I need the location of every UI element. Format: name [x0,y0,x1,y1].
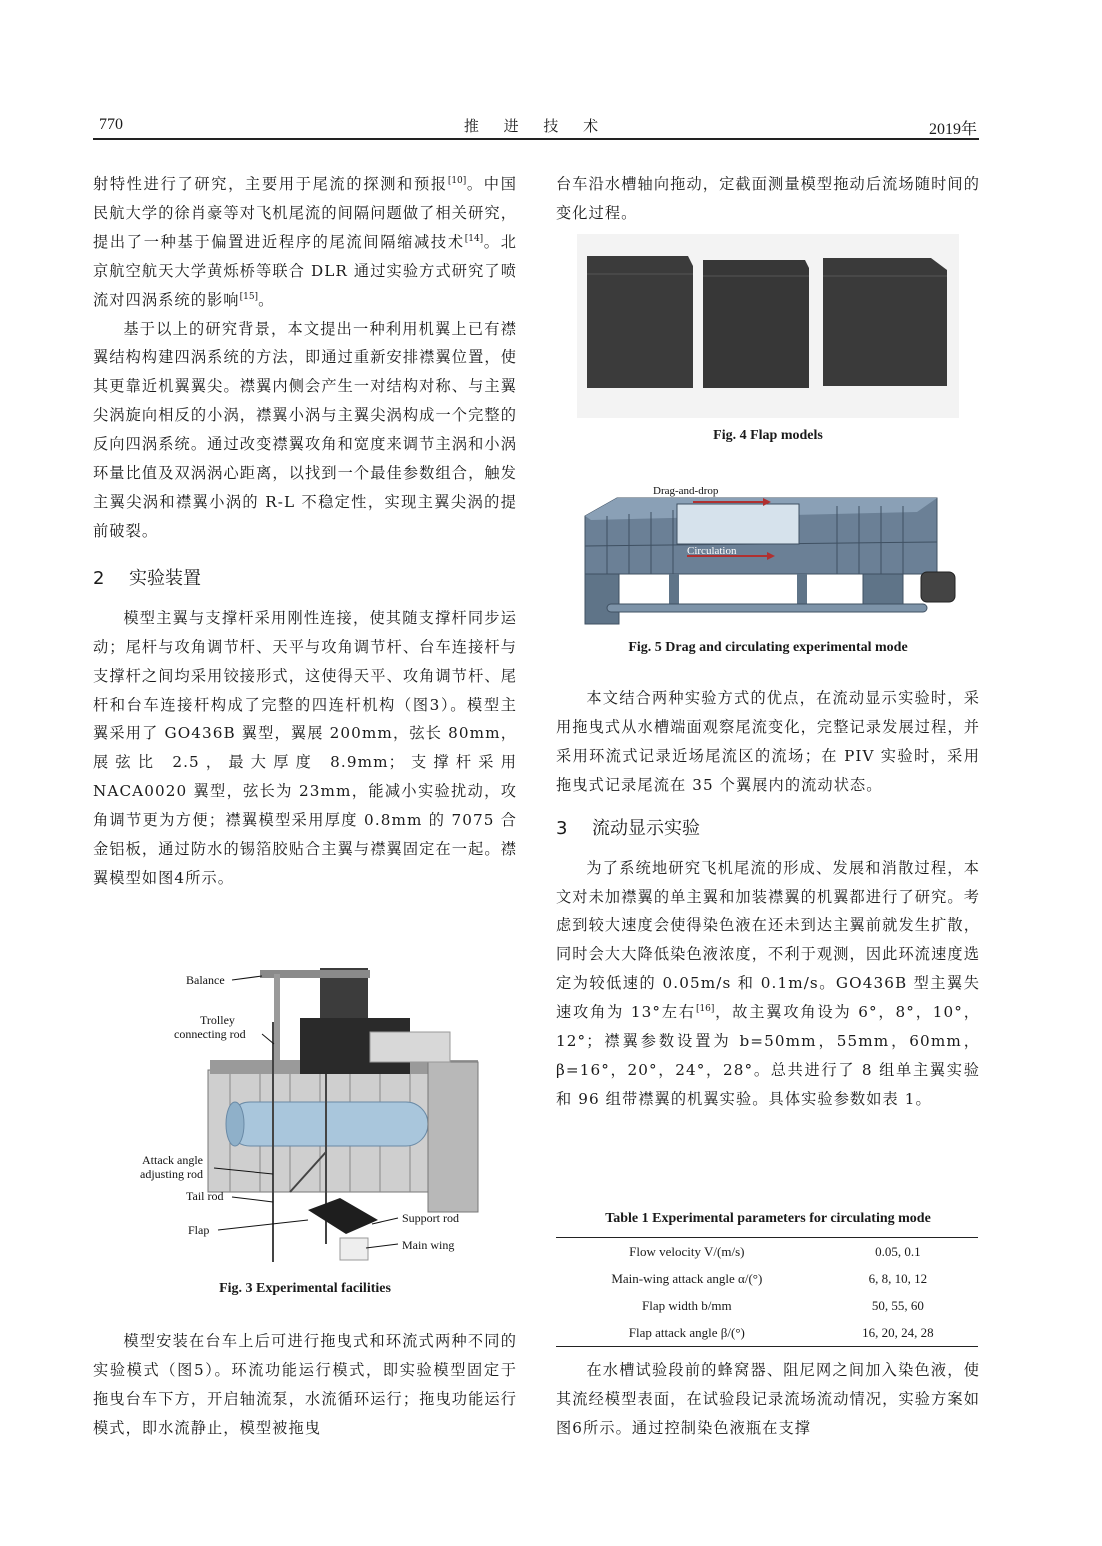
label-tail-rod: Tail rod [186,1189,224,1203]
table-1-title: Table 1 Experimental parameters for circulating mode [605,1211,931,1226]
table-row [556,1292,978,1319]
label-drag-and-drop: Drag-and-drop [653,485,719,497]
table-cell: Flow velocity V/(m/s) [556,1238,818,1266]
label-adjusting-rod: adjusting rod [140,1167,203,1181]
citation-ref: [15] [239,291,259,302]
citation-ref: [16] [695,1004,715,1015]
figure-4-caption: Fig. 4 Flap models [713,428,823,443]
paragraph-left-2: 基于以上的研究背景，本文提出一种利用机翼上已有襟翼结构构建四涡系统的方法，即通过重新安排襟翼位置，使其更靠近机翼翼尖。襟翼内侧会产生一对结构对称、与主翼尖涡旋向相反的小涡，襟翼小涡与主翼尖涡构成一个完整的反向四涡系统。通过改变襟翼攻角和宽度来调节主涡和小涡环量比值及双涡涡心距离，以找到一个最佳参数组合，触发主翼尖涡和襟翼小涡的 R-L 不稳定性，实现主翼尖涡的提前破裂。 [93,319,517,540]
label-main-wing: Main wing [402,1238,455,1252]
figure-4-flap-models [577,234,959,418]
paragraph-right-3: 为了系统地研究飞机尾流的形成、发展和消散过程，本文对未加襟翼的单主翼和加装襟翼的机翼都进行了研究。考虑到较大速度会使得染色液在还未到达主翼前就发生扩散，同时会大大降低染色液浓度，不利于观测，因此环流速度选定为较低速的 0.05m/s 和 0.1m/s。GO436B 型主翼失速攻角为 13°左右[16]，故主翼攻角设为 6°，8°，10°，12°；襟翼参数设置为 b=50mm，55mm，60mm，β=16°，20°，24°，28°。总共进行了 8 组单主翼实验和 96 组带襟翼的机翼实验。具体实验参数如表 1。 [556,858,980,1108]
paragraph-left-1: 射特性进行了研究，主要用于尾流的探测和预报[10]。中国民航大学的徐肖豪等对飞机尾流的间隔问题做了相关研究，提出了一种基于偏置进近程序的尾流间隔缩减技术[14]。北京航空航天大学黄烁桥等联合 DLR 通过实验方式研究了喷流对四涡系统的影响[15]。 [93,175,517,309]
table-cell: 50, 55, 60 [871,1297,924,1313]
table-row [556,1319,978,1347]
label-balance: Balance [186,973,225,987]
table-row [556,1238,978,1266]
table-cell: 6, 8, 10, 12 [868,1270,928,1286]
table-cell: Flap width b/mm [642,1297,732,1313]
paragraph-right-2: 本文结合两种实验方式的优点，在流动显示实验时，采用拖曳式从水槽端面观察尾流变化，完整记录发展过程，并采用环流式记录近场尾流区的流场；在 PIV 实验时，采用拖曳式记录尾流在 35 个翼展内的流动状态。 [556,689,980,794]
table-1-parameters [556,1237,978,1347]
label-connecting-rod: connecting rod [174,1027,246,1041]
table-cell: 0.05, 0.1 [818,1238,978,1266]
section-heading-3: 3 流动显示实验 [556,817,700,839]
figure-5-caption: Fig. 5 Drag and circulating experimental mode [628,640,908,655]
table-cell: Main-wing attack angle α/(°) [611,1270,763,1286]
page-header [93,112,979,140]
paragraph-left-3: 模型主翼与支撑杆采用刚性连接，使其随支撑杆同步运动；尾杆与攻角调节杆、天平与攻角调节杆、台车连接杆与支撑杆之间均采用铰接形式，这使得天平、攻角调节杆、尾杆和台车连接杆构成了完整的四连杆机构（图3）。模型主翼采用了 GO436B 翼型，翼展 200mm，弦长 80mm，展弦比 2.5，最大厚度 8.9mm；支撑杆采用 NACA0020 翼型，弦长为 23mm，能减小实验扰动，攻角调节更为方便；襟翼模型采用厚度 0.8mm 的 7075 合金铝板，通过防水的锡箔胶贴合主翼与襟翼固定在一起。襟翼模型如图4所示。 [93,608,517,887]
right-column-middle [556,684,980,1114]
label-attack-angle: Attack angle [142,1153,203,1167]
right-column-bottom [556,1356,980,1443]
label-circulation: Circulation [687,545,737,557]
publication-year: 2019年 [928,121,977,138]
figure-5-drag-circulating-mode [577,476,961,632]
paragraph-right-4: 在水槽试验段前的蜂窝器、阻尼网之间加入染色液，使其流经模型表面，在试验段记录流场流动情况，实验方案如图6所示。通过控制染色液瓶在支撑 [556,1361,980,1437]
right-column-top [556,170,980,228]
paragraph-left-4: 模型安装在台车上后可进行拖曳式和环流式两种不同的实验模式（图5）。环流功能运行模式，即实验模型固定于拖曳台车下方，开启轴流泵，水流循环运行；拖曳功能运行模式，即水流静止，模型被拖曳 [93,1332,517,1437]
paragraph-right-1: 台车沿水槽轴向拖动，定截面测量模型拖动后流场随时间的变化过程。 [556,175,980,222]
left-column [93,170,517,893]
label-trolley: Trolley [200,1013,235,1027]
table-cell: 16, 20, 24, 28 [818,1319,978,1347]
figure-3-caption: Fig. 3 Experimental facilities [219,1281,391,1296]
journal-title: 推 进 技 术 [463,117,609,135]
figure-3-experimental-facilities [140,962,480,1270]
citation-ref: [14] [464,233,484,244]
table-row [556,1265,978,1292]
citation-ref: [10] [447,175,467,186]
label-support-rod: Support rod [402,1211,459,1225]
label-flap: Flap [188,1223,210,1237]
section-heading-2: 2 实验装置 [93,567,201,589]
table-cell: Flap attack angle β/(°) [556,1319,818,1347]
page-number: 770 [99,116,123,133]
left-column-bottom [93,1327,517,1443]
